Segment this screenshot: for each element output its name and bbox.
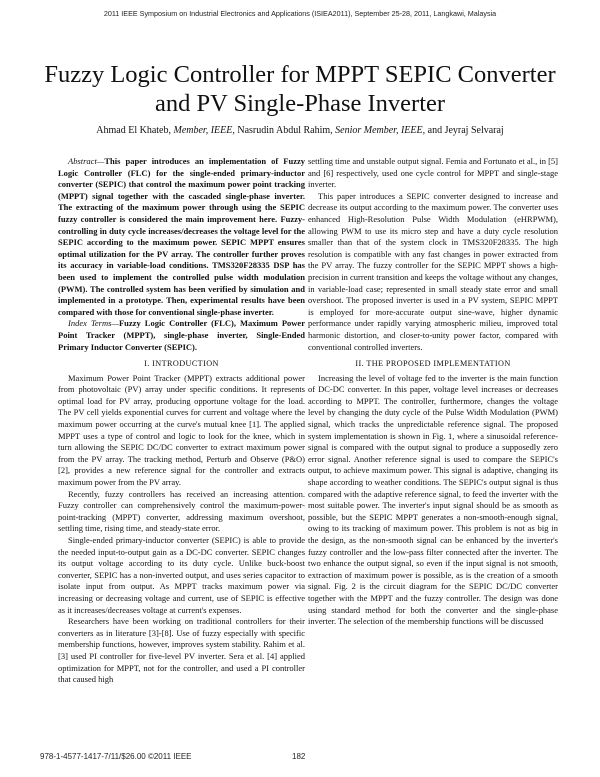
intro-paragraph-3: Single-ended primary-inductor converter (SEPIC) is able to provide the needed input-to-output gain as a DC-DC converter. SEPIC changes its output voltage according to its duty cycle. Unlike buck-boost converter, SEPIC has a non-inverted output, and uses series capacitor to isolate input from output. As MPPT tracks maximum power via increasing or decreasing voltage and current, use of SEPIC is effective as it increases/decreases voltage at current's expenses. [58, 535, 305, 615]
author-3-name: and Jeyraj Selvaraj [427, 125, 504, 136]
intro-paragraph-2: Recently, fuzzy controllers has received an increasing attention. Fuzzy controller can comprehensively control the maximum-power-point-tracking (MPPT) converter, addressing maximum overshoot, settling time, rising time, and steady-state error. [58, 488, 305, 534]
paper-title [30, 60, 570, 118]
title-line-1: Fuzzy Logic Controller for MPPT SEPIC Converter [44, 61, 556, 88]
abstract-text: This paper introduces an implementation of Fuzzy Logic Controller (FLC) for the single-ended primary-inductor converter (SEPIC) that control the maximum power point tracking (MPPT) signal together with the cascaded single-phase inverter. The extracting of the maximum power through using the SEPIC fuzzy controller is considered the main improvement here. Fuzzy-controlling in duty cycle increases/decreases the voltage level for the SEPIC according to the maximum power. SEPIC MPPT ensures optimal utilization for the PV array. The controller further proves its accuracy in variable-load conditions. TMS320F28335 DSP has been used to implement the controlled pulse width modulation (PWM). The controlled system has been verified by simulation and implemented in a prototype. Then, experimental results have been compared with those for conventional single-phase inverter. [58, 156, 305, 317]
right-column [308, 156, 558, 628]
abstract-lead: Abstract— [68, 156, 105, 166]
running-head: 2011 IEEE Symposium on Industrial Electronics and Applications (ISIEA2011), September 25-28, 2011, Langkawi, Malaysia [103, 9, 497, 18]
author-2-affiliation: Senior Member, IEEE, [335, 125, 426, 136]
intro-paragraph-5: This paper introduces a SEPIC converter designed to increase and decrease its output according to the maximum power. The converter uses enhanced High-Resolution Pulse Width Modulation (eHRPWM), allowing PWM to use its micro step and have a duty cycle resolution smaller than that of the system clock in TMS320F28335. The high resolution is compatible with any fast changes in power extracted from the PV array. The fuzzy controller for the SEPIC MPPT shows a high-precision in current transition and keeps the voltage without any changes, in variable-load case; represented in small steady state error and small overshoot. The proposed inverter is used in a PV system, SEPIC MPPT is employed for more-accurate output sine-wave, higher dynamic performance under rapidly varying atmospheric milieu, improved total harmonic distortion, and closer-to-unity power factor, compared with conventional controlled inverters. [308, 190, 558, 352]
intro-paragraph-1: Maximum Power Point Tracker (MPPT) extracts additional power from photovoltaic (PV) array under specific conditions. It represents optimal load for PV array, producing opportune voltage for the load. The PV cell yields exponential curves for current and voltage where the maximum power occurring at the curve's mutual knee [1]. The applied MPPT uses a type of control and logic to look for the knee, which in turn allowing the SEPIC DC/DC converter to extract maximum power from the PV array. The tracking method, Perturb and Observe (P&O) [2], provides a new reference signal for the controller and extracts maximum power from the PV array. [58, 372, 305, 488]
title-line-2: and PV Single-Phase Inverter [154, 90, 446, 117]
author-2-name: Nasrudin Abdul Rahim, [237, 125, 333, 136]
left-column [58, 156, 305, 686]
section-heading-introduction: I. INTRODUCTION [144, 359, 219, 369]
footer-page-number: 182 [292, 752, 306, 761]
author-1-affiliation: Member, IEEE, [173, 125, 235, 136]
implementation-paragraph-1: Increasing the level of voltage fed to the inverter is the main function of DC-DC converter. In this paper, voltage level increases or decreases according to MPPT. The controller, furthermore, changes the voltage level by changing the duty cycle of the Pulse Width Modulation (PWM) signal, which tracks the unpredictable reference signal. The proposed system implementation is shown in Fig. 1, where a sinusoidal reference-signal is compared with the output signal to produce a supposedly zero error signal. Another reference signal is used to compare the SEPIC's output, to achieve maximum power. This signal is adaptive, changing its shape according to weather conditions. The SEPIC's output signal is thus compared with the adaptive reference signal, to feed the inverter with the most suitable power. The inverter's input signal should be as smooth as possible, but the SEPIC MPPT generates a non-smooth-enough signal, owing to its tracking of maximum power. This problem is not as big in the design, as the non-smooth signal can be enhanced by the inverter's fuzzy controller and the low-pass filter connected after the inverter. The two enhance the output signal, so even if the input signal is not smooth, extraction of maximum power is possible, as is the creation of a smooth signal. Fig. 2 is the circuit diagram for the SEPIC DC/DC converter together with the MPPT and the fuzzy controller. The design was done using standard method for both the converter and the single-phase inverter. The selection of the membership functions will be discussed [308, 372, 558, 627]
index-terms-text: Fuzzy Logic Controller (FLC), Maximum Power Point Tracker (MPPT), single-phase inverter, Single-Ended Primary Inductor Converter (SEPIC). [58, 318, 305, 352]
intro-paragraph-4: Researchers have been working on traditional controllers for their converters as in literature [3]-[8]. Use of fuzzy especially with specific membership functions, however, improves system stability. Rahim et al. [3] used PI controller for five-level PV inverter. Sera et al. [4] applied optimization for MPPT, not for the controller, and used a PI controller that caused high [58, 616, 305, 685]
index-terms-lead: Index Terms— [68, 318, 119, 329]
section-heading-proposed-implementation: II. THE PROPOSED IMPLEMENTATION [355, 359, 511, 369]
intro-paragraph-4-cont: settling time and unstable output signal. Femia and Fortunato et al., in [5] and [6] respectively, used one cycle control for MPPT and single-stage inverter. [308, 156, 558, 190]
author-1-name: Ahmad El Khateb, [96, 125, 171, 136]
author-line [30, 125, 570, 136]
abstract [58, 156, 305, 318]
index-terms [58, 318, 305, 353]
footer-isbn: 978-1-4577-1417-7/11/$26.00 ©2011 IEEE [40, 752, 192, 761]
